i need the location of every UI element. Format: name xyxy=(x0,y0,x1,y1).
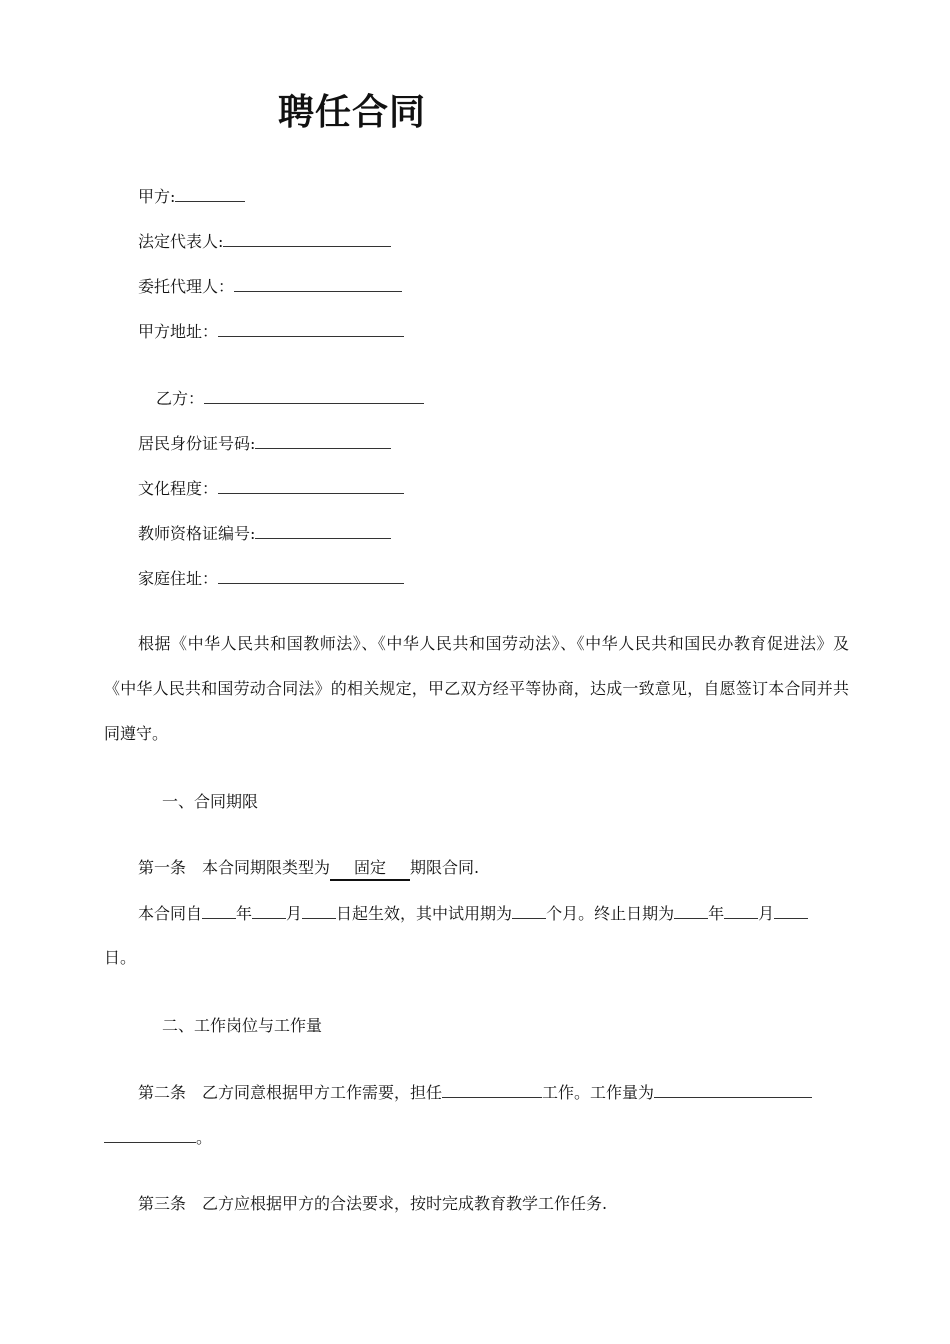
article1-prefix: 第一条 本合同期限类型为 xyxy=(138,858,331,877)
legal-rep-label: 法定代表人: xyxy=(138,232,224,251)
legal-rep-blank[interactable] xyxy=(223,230,391,247)
article2-mid: 工作。工作量为 xyxy=(542,1083,655,1102)
education-label: 文化程度： xyxy=(138,479,219,498)
start-year-unit: 年 xyxy=(236,904,253,923)
party-a-name-label: 甲方: xyxy=(138,187,176,206)
end-year-unit: 年 xyxy=(708,904,725,923)
education-blank[interactable] xyxy=(218,477,404,494)
article2-line-end xyxy=(104,1126,212,1149)
article2-line xyxy=(138,1081,812,1104)
agent-line xyxy=(138,275,402,298)
preamble-paragraph: 根据《中华人民共和国教师法》、《中华人民共和国劳动法》、《中华人民共和国民办教育促进法》及《中华人民共和国劳动合同法》的相关规定，甲乙双方经平等协商，达成一致意见，自愿签订本合同并共同遵守。 xyxy=(104,634,849,743)
article2-prefix: 第二条 乙方同意根据甲方工作需要，担任 xyxy=(138,1083,443,1102)
party-b-address-blank[interactable] xyxy=(218,567,404,584)
term-line-end: 日。 xyxy=(104,948,137,967)
section1-heading: 一、合同期限 xyxy=(162,792,259,811)
end-month-blank[interactable] xyxy=(724,902,758,919)
months-unit-text: 个月。终止日期为 xyxy=(546,904,675,923)
party-a-name-blank[interactable] xyxy=(175,185,245,202)
section2-heading: 二、工作岗位与工作量 xyxy=(162,1016,323,1035)
end-year-blank[interactable] xyxy=(674,902,708,919)
cert-blank[interactable] xyxy=(255,522,391,539)
cert-label: 教师资格证编号: xyxy=(138,524,256,543)
agent-label: 委托代理人： xyxy=(138,277,235,296)
article1-suffix: 期限合同. xyxy=(410,858,480,877)
party-b-name-label: 乙方： xyxy=(156,389,205,408)
contract-type-value[interactable]: 固定 xyxy=(330,857,410,881)
cert-line xyxy=(138,522,391,545)
agent-blank[interactable] xyxy=(234,275,402,292)
start-month-blank[interactable] xyxy=(252,902,286,919)
day-start-text: 日起生效，其中试用期为 xyxy=(336,904,513,923)
party-b-address-label: 家庭住址： xyxy=(138,569,219,588)
end-month-unit: 月 xyxy=(758,904,775,923)
party-b-name-line xyxy=(156,387,424,410)
article2-end: 。 xyxy=(196,1128,213,1147)
id-number-line xyxy=(138,432,391,455)
party-a-address-line xyxy=(138,320,404,343)
start-year-blank[interactable] xyxy=(202,902,236,919)
article3-line: 第三条 乙方应根据甲方的合法要求，按时完成教育教学工作任务. xyxy=(138,1194,608,1213)
probation-months-blank[interactable] xyxy=(512,902,546,919)
party-a-name-line xyxy=(138,185,245,208)
end-day-blank[interactable] xyxy=(774,902,808,919)
article1-line xyxy=(138,857,479,881)
start-day-blank[interactable] xyxy=(302,902,336,919)
education-line xyxy=(138,477,404,500)
term-line xyxy=(138,902,808,925)
legal-rep-line xyxy=(138,230,391,253)
id-number-label: 居民身份证号码: xyxy=(138,434,256,453)
party-a-address-blank[interactable] xyxy=(218,320,404,337)
workload-blank[interactable] xyxy=(654,1081,812,1098)
start-month-unit: 月 xyxy=(286,904,303,923)
party-b-name-blank[interactable] xyxy=(204,387,424,404)
party-a-address-label: 甲方地址： xyxy=(138,322,219,341)
document-title: 聘任合同 xyxy=(278,92,427,133)
term-start-text: 本合同自 xyxy=(138,904,203,923)
party-b-address-line xyxy=(138,567,404,590)
workload-blank-continued[interactable] xyxy=(104,1126,196,1143)
id-number-blank[interactable] xyxy=(255,432,391,449)
position-blank[interactable] xyxy=(442,1081,542,1098)
